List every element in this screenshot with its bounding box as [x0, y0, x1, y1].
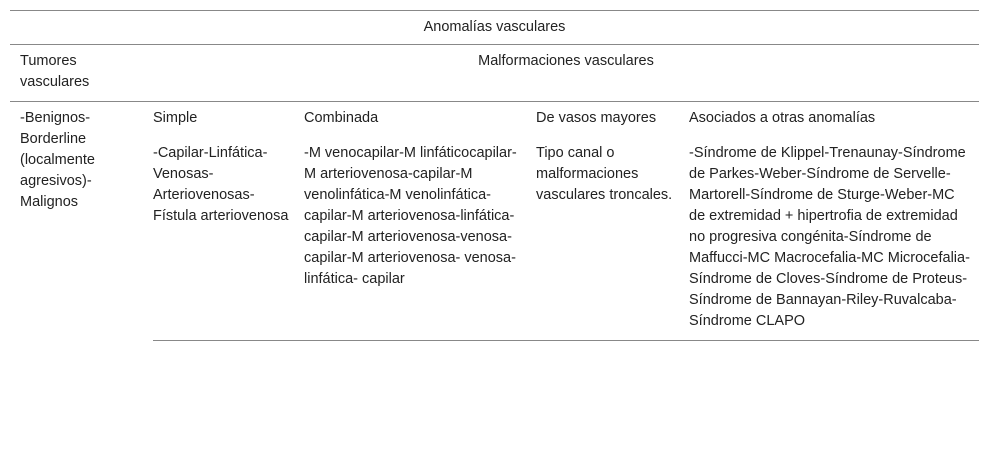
asociados-cell: -Síndrome de Klippel-Trenaunay-Síndrome de Parkes-Weber-Síndrome de Servelle-Martorell-Síndrome de Sturge-Weber-MC de extremidad + hipertrofia de extremidad no progresiva congénita-Síndrome de Maffucci-MC Macrocefalia-MC Microcefalia-Síndrome de Cloves-Síndrome de Proteus-Síndrome de Bannayan-Riley-Ruvalcaba-Síndrome CLAPO [689, 143, 979, 341]
vascular-anomalies-table [10, 10, 979, 341]
group-header-row [10, 45, 979, 102]
malformaciones-header: Malformaciones vasculares [153, 45, 979, 102]
tumores-content: -Benignos-Borderline (localmente agresivos)-Malignos [20, 110, 95, 210]
combinada-cell: -M venocapilar-M linfáticocapilar-M arteriovenosa-capilar-M venolinfática-M venolinfática-capilar-M arteriovenosa-linfática-capilar-M arteriovenosa-venosa-capilar-M arteriovenosa- venosa-linfática- capilar [304, 143, 536, 341]
simple-cell: -Capilar-Linfática-Venosas-Arteriovenosas-Fístula arteriovenosa [153, 143, 304, 341]
asociados-header: Asociados a otras anomalías [689, 110, 876, 126]
combinada-header: Combinada [304, 110, 379, 126]
title-row [10, 11, 979, 45]
subheader-row [10, 102, 979, 144]
table-title: Anomalías vasculares [10, 11, 979, 45]
tumores-header: Tumores vasculares [10, 45, 153, 102]
content-row [10, 143, 979, 341]
vasos-mayores-header: De vasos mayores [536, 110, 657, 126]
vasos-mayores-cell: Tipo canal o malformaciones vasculares troncales. [536, 143, 689, 341]
simple-header: Simple [153, 110, 198, 126]
